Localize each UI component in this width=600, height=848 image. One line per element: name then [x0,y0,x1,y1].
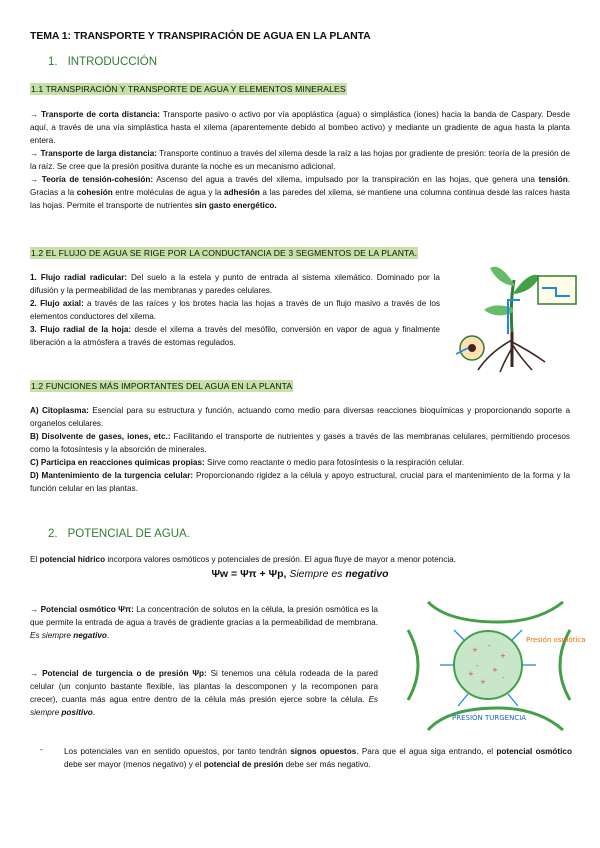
svg-text:-: - [476,662,479,670]
document-title: TEMA 1: TRANSPORTE Y TRANSPIRACIÓN DE AGUA EN LA PLANTA [30,30,371,42]
cell-pressure-diagram [388,600,586,732]
turgor-potential-text: → Potencial de turgencia o de presión Ψp: Si tenemos una célula rodeada de la pared celular (un conjunto bastante flexible, las plantas la descomponen y la recomponen para crecer), cuanta más agua entre dentro de la célula más presión ejerce sobre la célula. Es siempre positivo. [30,669,378,717]
svg-text:+: + [500,652,506,660]
figure-label-turgor: PRESIÓN TURGENCIA [452,714,527,722]
subsection-1-2-flow-text: 1. Flujo radial radicular: Del suelo a la estela y punto de entrada al sistema xilemático. Dominado por la difusión y la permeabilidad de las membranas y paredes celulares. 2. Flujo axial: a través de las raíces y los brotes hacia las hojas a través de un flujo masivo a través de los elementos conductores del xilema. 3. Flujo radial de la hoja: desde el xilema a través del mesófilo, conversión en vapor de agua y finalmente liberación a la atmósfera a través de estomas regulados. [30,273,440,347]
osmotic-potential-text: → Potencial osmótico Ψπ: La concentración de solutos en la célula, la presión osmótica es la que permite la entrada de agua a través de gradiente gracias a la permeabilidad de membrana. Es siempre negativo. [30,605,378,640]
svg-text:+: + [492,666,498,674]
svg-text:+: + [472,646,478,654]
svg-text:-: - [502,674,505,682]
subsection-1-2-functions-text: A) Citoplasma: Esencial para su estructura y función, actuando como medio para diversas reacciones bioquímicas y proporcionando soporte a organelos celulares. B) Disolvente de gases, iones, etc.: Facilitando el transporte de nutrientes y gases a través de las membranas celulares, permitiendo procesos como la fotosíntesis y la absorción de minerales. C) Participa en reacciones químicas propias: Sirve como reactante o medio para fotosíntesis o la respiración celular. D) Mantenimiento de la turgencia celular: Proporcionando rigidez a la célula y apoyo estructural, crucial para el mantenimiento de la forma y la función celular en las plantas. [30,406,571,493]
opposite-signs-note: Los potenciales van en sentido opuestos, por tanto tendrán signos opuestos. Para que el agua siga entrando, el potencial osmótico debe ser mayor (menos negativo) y el potencial de presión debe ser más negativo. [64,747,572,769]
plant-illustration [450,262,578,374]
section-2-heading: 2. POTENCIAL DE AGUA. [48,528,190,540]
water-potential-formula: Ψw = Ψπ + Ψp, Siempre es negativo [211,568,389,580]
subsection-1-1-heading: 1.1 TRANSPIRACIÓN Y TRANSPORTE DE AGUA Y ELEMENTOS MINERALES [31,84,346,94]
svg-text:+: + [468,670,474,678]
bullet-dash: - [40,745,43,754]
svg-text:+: + [480,678,486,686]
subsection-1-2-functions-heading: 1.2 FUNCIONES MÁS IMPORTANTES DEL AGUA EN LA PLANTA [31,381,293,391]
svg-text:-: - [488,642,491,650]
subsection-1-1-text: → Transporte de corta distancia: Transporte pasivo o activo por vía apoplástica (agua) o simplástica (iones) hacia la banda de Caspary. Desde aquí, a través de una vía simplástica hasta el xilema (aparentemente debido al bombeo activo) y mediante un gradiente de agua hasta la planta entera. → Transporte de larga distancia: Transporte continuo a través del xilema desde la raíz a las hojas por gradiente de presión: teoría de la presión de la raíz. Se cree que la presión positiva durante la noche es un mecanismo adicional. → Teoría de tensión-cohesión: Ascenso del agua a través del xilema, impulsado por la transpiración en las hojas, que genera una tensión. Gracias a la cohesión entre moléculas de agua y la adhesión a las paredes del xilema, se mantiene una columna continua desde las raíces hasta las hojas. Permite el transporte de nutrientes sin gasto energético. [30,110,570,210]
figure-label-osmotic: Presión osmótica [526,636,586,644]
subsection-1-2-flow-heading: 1.2 EL FLUJO DE AGUA SE RIGE POR LA CONDUCTANCIA DE 3 SEGMENTOS DE LA PLANTA. [31,248,418,258]
section-1-heading: 1. INTRODUCCIÓN [48,56,158,68]
section-2-intro: El potencial hídrico incorpora valores osmóticos y potenciales de presión. El agua fluye de mayor a menor potencia. [30,555,456,564]
